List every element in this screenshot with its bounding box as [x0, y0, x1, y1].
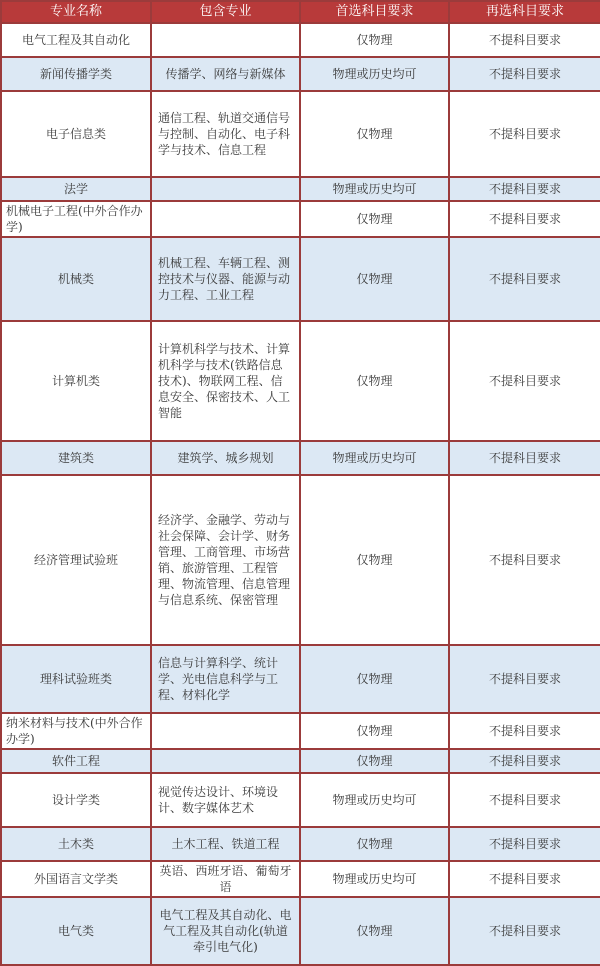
second-subject-requirement: 不提科目要求: [449, 861, 600, 897]
first-subject-requirement: 仅物理: [300, 321, 449, 441]
major-name: 软件工程: [1, 749, 151, 773]
header-included-majors: 包含专业: [151, 1, 300, 23]
table-row: [1, 177, 600, 201]
major-name: 机械电子工程(中外合作办学): [1, 201, 151, 237]
second-subject-requirement: 不提科目要求: [449, 177, 600, 201]
first-subject-requirement: 仅物理: [300, 897, 449, 965]
major-name: 新闻传播学类: [1, 57, 151, 91]
second-subject-requirement: 不提科目要求: [449, 91, 600, 177]
second-subject-requirement: 不提科目要求: [449, 475, 600, 645]
included-majors: 电气工程及其自动化、电气工程及其自动化(轨道牵引电气化): [151, 897, 300, 965]
included-majors: 视觉传达设计、环境设计、数字媒体艺术: [151, 773, 300, 827]
header-major-name: 专业名称: [1, 1, 151, 23]
major-name: 法学: [1, 177, 151, 201]
included-majors: [151, 177, 300, 201]
table-row: [1, 773, 600, 827]
second-subject-requirement: 不提科目要求: [449, 237, 600, 321]
first-subject-requirement: 物理或历史均可: [300, 861, 449, 897]
second-subject-requirement: 不提科目要求: [449, 897, 600, 965]
first-subject-requirement: 物理或历史均可: [300, 177, 449, 201]
header-second-subject: 再选科目要求: [449, 1, 600, 23]
major-name: 电子信息类: [1, 91, 151, 177]
first-subject-requirement: 仅物理: [300, 91, 449, 177]
table-row: [1, 201, 600, 237]
table-row: [1, 321, 600, 441]
included-majors: 建筑学、城乡规划: [151, 441, 300, 475]
table-row: [1, 749, 600, 773]
included-majors: 英语、西班牙语、葡萄牙语: [151, 861, 300, 897]
second-subject-requirement: 不提科目要求: [449, 441, 600, 475]
included-majors: [151, 713, 300, 749]
first-subject-requirement: 物理或历史均可: [300, 773, 449, 827]
second-subject-requirement: 不提科目要求: [449, 645, 600, 713]
first-subject-requirement: 物理或历史均可: [300, 441, 449, 475]
table-row: [1, 827, 600, 861]
second-subject-requirement: 不提科目要求: [449, 57, 600, 91]
major-name: 外国语言文学类: [1, 861, 151, 897]
major-name: 机械类: [1, 237, 151, 321]
included-majors: 计算机科学与技术、计算机科学与技术(铁路信息技术)、物联网工程、信息安全、保密技术、人工智能: [151, 321, 300, 441]
included-majors: 传播学、网络与新媒体: [151, 57, 300, 91]
table-row: [1, 475, 600, 645]
second-subject-requirement: 不提科目要求: [449, 773, 600, 827]
major-name: 理科试验班类: [1, 645, 151, 713]
second-subject-requirement: 不提科目要求: [449, 23, 600, 57]
second-subject-requirement: 不提科目要求: [449, 201, 600, 237]
major-name: 土木类: [1, 827, 151, 861]
second-subject-requirement: 不提科目要求: [449, 827, 600, 861]
included-majors: 信息与计算科学、统计学、光电信息科学与工程、材料化学: [151, 645, 300, 713]
first-subject-requirement: 仅物理: [300, 827, 449, 861]
table-row: [1, 713, 600, 749]
major-name: 纳米材料与技术(中外合作办学): [1, 713, 151, 749]
second-subject-requirement: 不提科目要求: [449, 749, 600, 773]
header-first-subject: 首选科目要求: [300, 1, 449, 23]
included-majors: 经济学、金融学、劳动与社会保障、会计学、财务管理、工商管理、市场营销、旅游管理、工程管理、物流管理、信息管理与信息系统、保密管理: [151, 475, 300, 645]
first-subject-requirement: 物理或历史均可: [300, 57, 449, 91]
first-subject-requirement: 仅物理: [300, 713, 449, 749]
included-majors: [151, 23, 300, 57]
table-row: [1, 897, 600, 965]
table-row: [1, 91, 600, 177]
included-majors: 通信工程、轨道交通信号与控制、自动化、电子科学与技术、信息工程: [151, 91, 300, 177]
first-subject-requirement: 仅物理: [300, 645, 449, 713]
first-subject-requirement: 仅物理: [300, 23, 449, 57]
table-row: [1, 23, 600, 57]
included-majors: [151, 749, 300, 773]
included-majors: 土木工程、铁道工程: [151, 827, 300, 861]
major-name: 电气工程及其自动化: [1, 23, 151, 57]
included-majors: 机械工程、车辆工程、测控技术与仪器、能源与动力工程、工业工程: [151, 237, 300, 321]
table-row: [1, 645, 600, 713]
first-subject-requirement: 仅物理: [300, 475, 449, 645]
major-name: 电气类: [1, 897, 151, 965]
table-row: [1, 57, 600, 91]
major-name: 经济管理试验班: [1, 475, 151, 645]
first-subject-requirement: 仅物理: [300, 237, 449, 321]
major-name: 建筑类: [1, 441, 151, 475]
included-majors: [151, 201, 300, 237]
major-name: 计算机类: [1, 321, 151, 441]
first-subject-requirement: 仅物理: [300, 749, 449, 773]
table-row: [1, 441, 600, 475]
major-name: 设计学类: [1, 773, 151, 827]
first-subject-requirement: 仅物理: [300, 201, 449, 237]
table-header-row: [1, 1, 600, 23]
second-subject-requirement: 不提科目要求: [449, 321, 600, 441]
table-row: [1, 861, 600, 897]
second-subject-requirement: 不提科目要求: [449, 713, 600, 749]
table-row: [1, 237, 600, 321]
